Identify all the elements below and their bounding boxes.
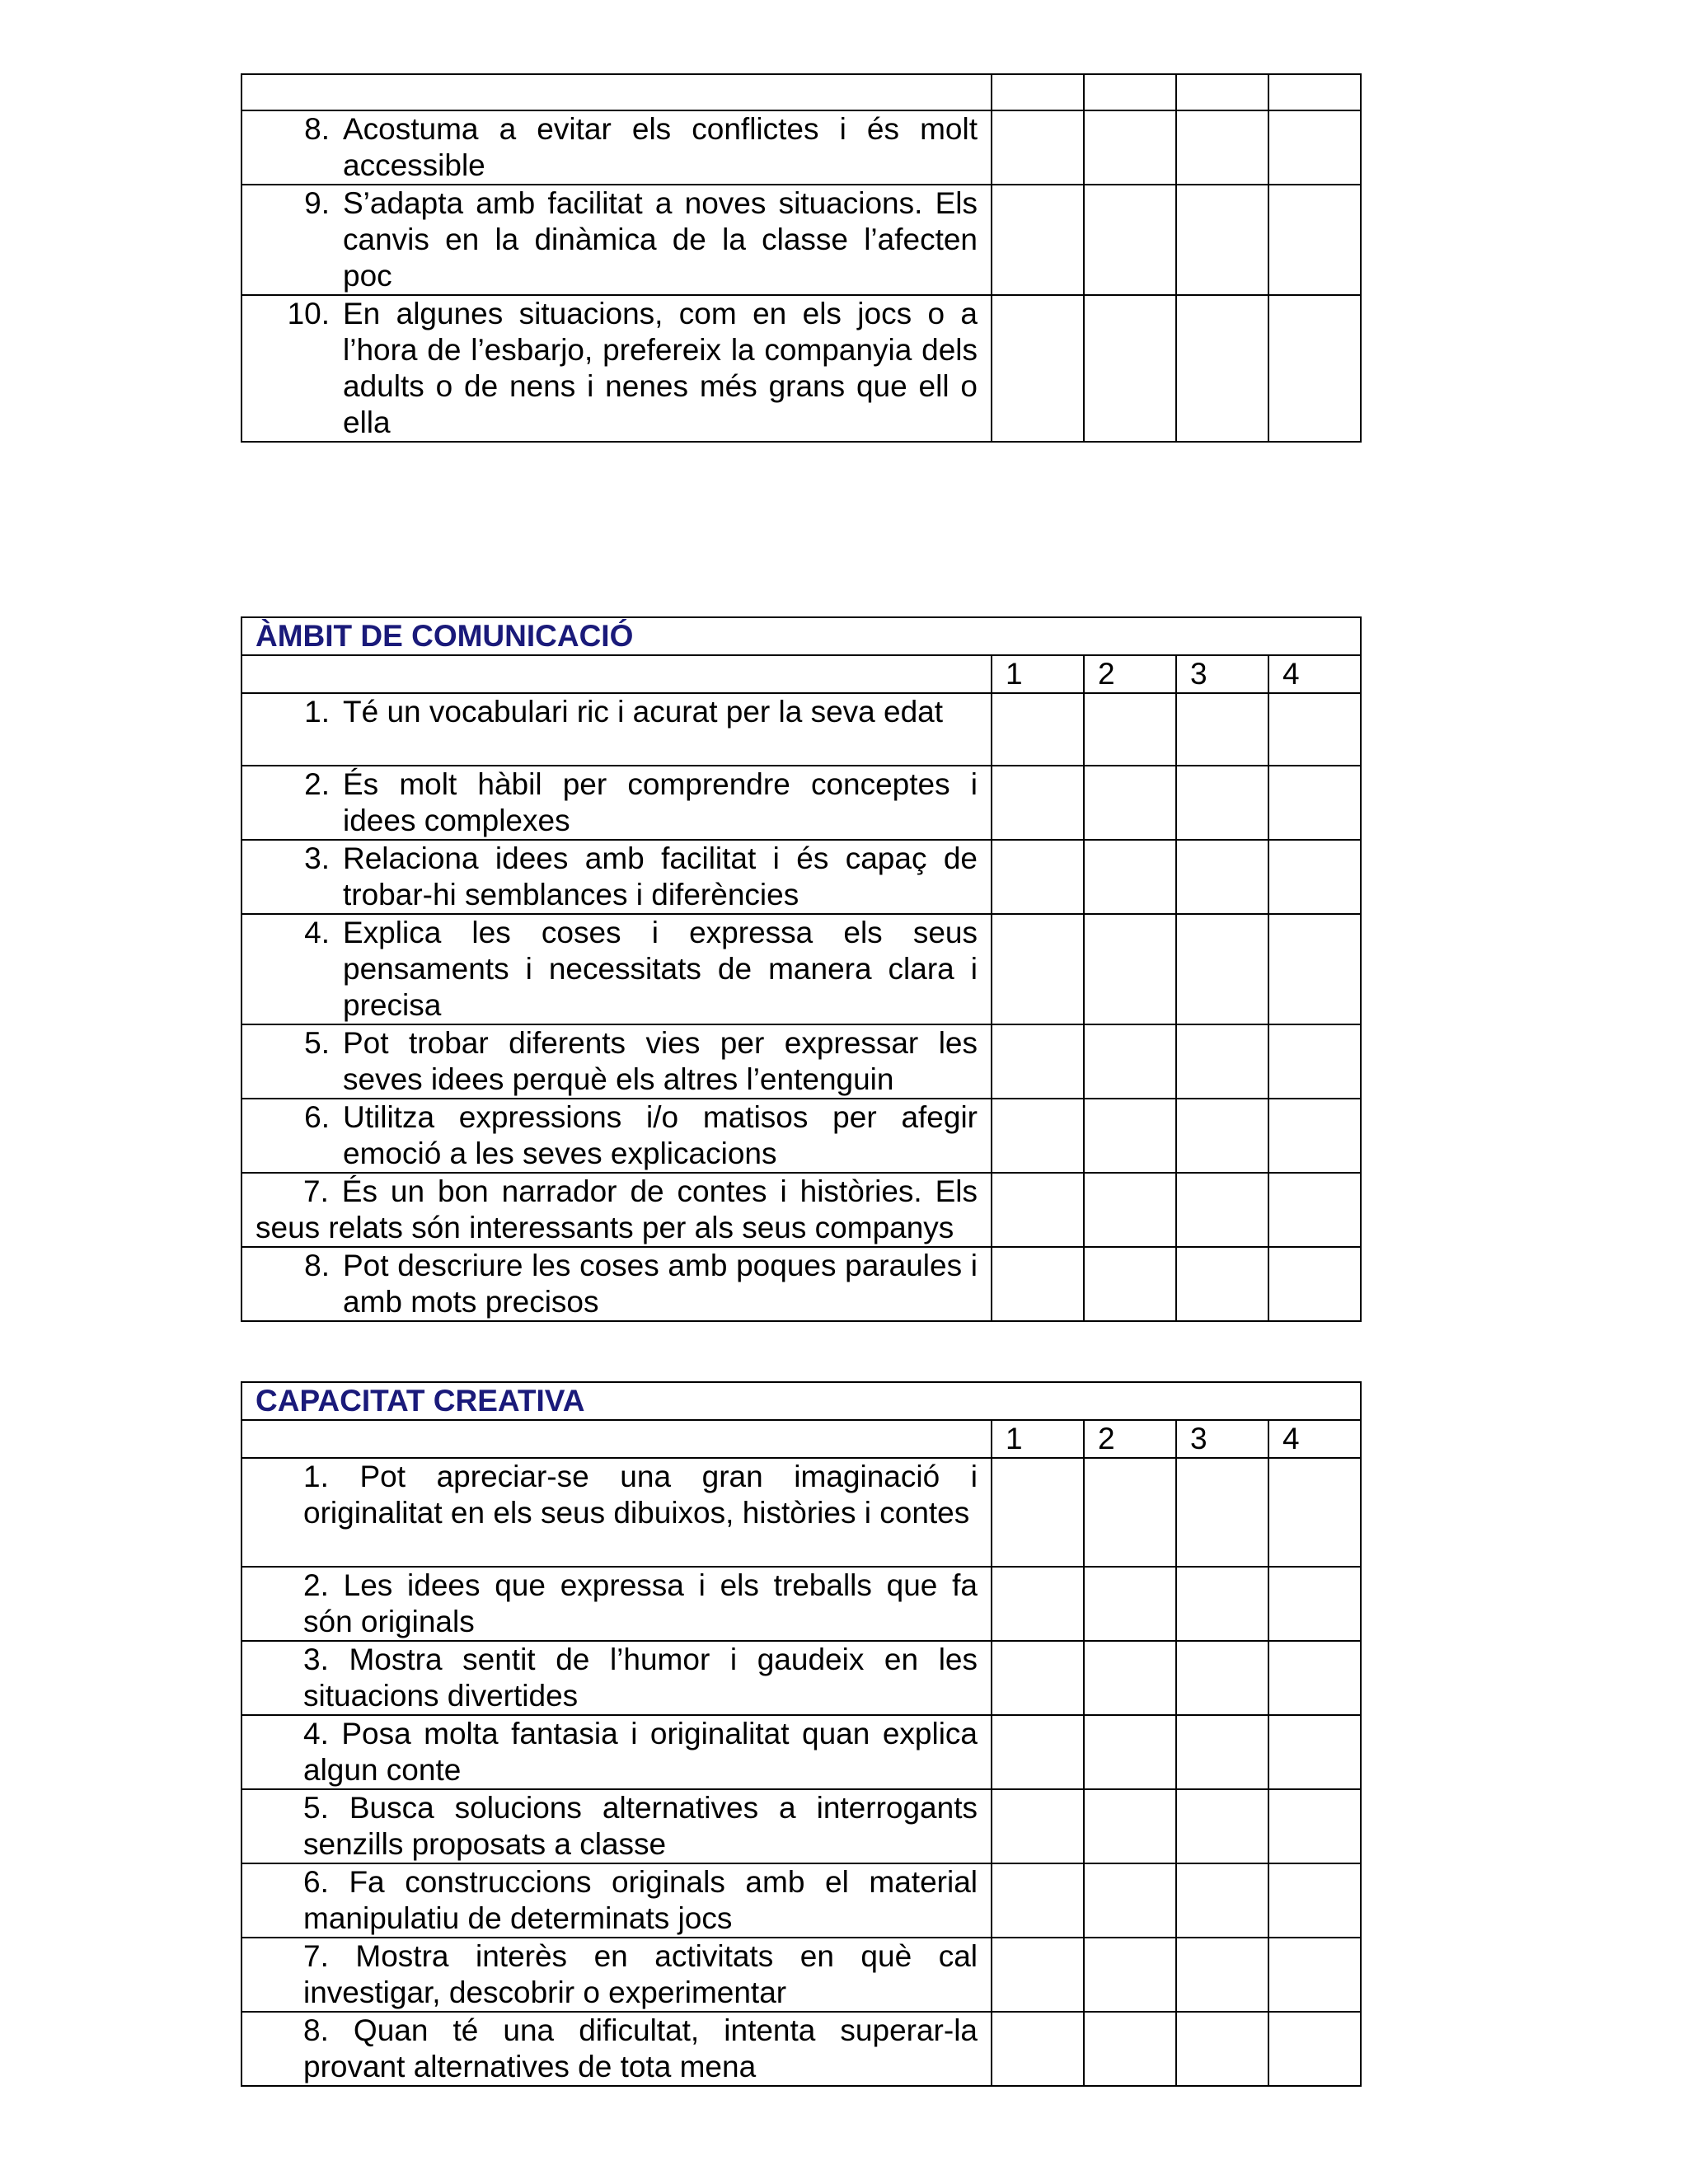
score-cell[interactable] bbox=[1176, 840, 1268, 914]
item-cell bbox=[241, 1099, 992, 1173]
score-cell[interactable] bbox=[1084, 1247, 1176, 1321]
table-row bbox=[241, 840, 1361, 914]
score-cell[interactable] bbox=[992, 1458, 1084, 1567]
score-cell[interactable] bbox=[1268, 1567, 1361, 1641]
table-row bbox=[241, 1173, 1361, 1247]
item-cell bbox=[241, 1715, 992, 1789]
item-number: 9. bbox=[304, 186, 330, 220]
item-number: 7. bbox=[303, 1174, 329, 1208]
scale-label: 1 bbox=[992, 1420, 1084, 1458]
score-cell[interactable] bbox=[1268, 1715, 1361, 1789]
scale-label: 2 bbox=[1084, 655, 1176, 693]
score-cell[interactable] bbox=[1084, 1024, 1176, 1099]
score-cell[interactable] bbox=[992, 1099, 1084, 1173]
header-cell bbox=[241, 655, 992, 693]
table-row bbox=[241, 1789, 1361, 1863]
score-cell[interactable] bbox=[1084, 1099, 1176, 1173]
score-cell[interactable] bbox=[1084, 110, 1176, 185]
score-cell[interactable] bbox=[1268, 1099, 1361, 1173]
item-text: 2. Les idees que expressa i els treballs que fa són originals bbox=[303, 1568, 978, 1638]
score-cell[interactable] bbox=[1176, 693, 1268, 766]
item-number: 3. bbox=[304, 841, 330, 875]
item-text: 3. Mostra sentit de l’humor i gaudeix en les situacions divertides bbox=[303, 1643, 978, 1713]
score-cell[interactable] bbox=[992, 1173, 1084, 1247]
score-cell[interactable] bbox=[1268, 1641, 1361, 1715]
item-text: S’adapta amb facilitat a noves situacions. Els canvis en la dinàmica de la classe l’afecten poc bbox=[343, 186, 978, 293]
score-cell[interactable] bbox=[1176, 1247, 1268, 1321]
table-row bbox=[241, 1567, 1361, 1641]
score-cell[interactable] bbox=[1268, 295, 1361, 442]
table-row bbox=[241, 693, 1361, 766]
item-number: 5. bbox=[304, 1026, 330, 1060]
table-row bbox=[241, 1024, 1361, 1099]
item-number: 8. bbox=[304, 112, 330, 146]
item-text: Té un vocabulari ric i acurat per la seva edat bbox=[343, 695, 944, 729]
score-cell[interactable] bbox=[1268, 110, 1361, 185]
table-row bbox=[241, 1715, 1361, 1789]
score-cell[interactable] bbox=[1268, 766, 1361, 840]
item-cell bbox=[241, 1247, 992, 1321]
score-cell[interactable] bbox=[1176, 1789, 1268, 1863]
score-cell[interactable] bbox=[1176, 1458, 1268, 1567]
item-cell bbox=[241, 2012, 992, 2086]
item-text: 8. Quan té una dificultat, intenta superar-la provant alternatives de tota mena bbox=[303, 2013, 978, 2083]
score-cell[interactable] bbox=[1176, 1938, 1268, 2012]
table-comunicacio bbox=[241, 616, 1362, 1322]
section-title: ÀMBIT DE COMUNICACIÓ bbox=[241, 617, 1361, 655]
score-cell[interactable] bbox=[992, 2012, 1084, 2086]
table-title-row bbox=[241, 617, 1361, 655]
score-cell[interactable] bbox=[992, 295, 1084, 442]
item-cell bbox=[241, 295, 992, 442]
score-cell[interactable] bbox=[1176, 295, 1268, 442]
item-text: 1. Pot apreciar-se una gran imaginació i originalitat en els seus dibuixos, històries i contes bbox=[303, 1460, 978, 1530]
score-cell[interactable] bbox=[1084, 914, 1176, 1024]
score-cell[interactable] bbox=[992, 1024, 1084, 1099]
score-cell[interactable] bbox=[1176, 1099, 1268, 1173]
score-cell[interactable] bbox=[992, 1863, 1084, 1938]
score-cell[interactable] bbox=[992, 1247, 1084, 1321]
table-row bbox=[241, 2012, 1361, 2086]
score-cell[interactable] bbox=[992, 766, 1084, 840]
item-cell bbox=[241, 110, 992, 185]
score-cell[interactable] bbox=[1268, 185, 1361, 295]
score-cell[interactable] bbox=[1176, 1863, 1268, 1938]
item-text: Relaciona idees amb facilitat i és capaç de trobar-hi semblances i diferències bbox=[343, 841, 978, 912]
section-title: CAPACITAT CREATIVA bbox=[241, 1382, 1361, 1420]
item-text: 5. Busca solucions alternatives a interrogants senzills proposats a classe bbox=[303, 1791, 978, 1861]
score-cell[interactable] bbox=[992, 1641, 1084, 1715]
table-title-row bbox=[241, 1382, 1361, 1420]
table-row bbox=[241, 766, 1361, 840]
item-text: Pot descriure les coses amb poques paraules i amb mots precisos bbox=[343, 1249, 978, 1319]
table-row bbox=[241, 185, 1361, 295]
table-continued bbox=[241, 73, 1362, 443]
item-text: 4. Posa molta fantasia i originalitat quan explica algun conte bbox=[303, 1717, 978, 1787]
score-cell[interactable] bbox=[1268, 914, 1361, 1024]
header-cell bbox=[241, 74, 992, 110]
item-cell bbox=[241, 1173, 992, 1247]
item-number: 6. bbox=[304, 1100, 330, 1134]
score-cell[interactable] bbox=[992, 1715, 1084, 1789]
item-cell bbox=[241, 1863, 992, 1938]
item-number: 4. bbox=[304, 916, 330, 949]
score-cell[interactable] bbox=[1176, 1173, 1268, 1247]
score-cell[interactable] bbox=[992, 1567, 1084, 1641]
table-row bbox=[241, 1458, 1361, 1567]
score-cell[interactable] bbox=[992, 840, 1084, 914]
item-text: 7. Mostra interès en activitats en què cal investigar, descobrir o experimentar bbox=[303, 1939, 978, 2009]
score-cell[interactable] bbox=[1268, 1938, 1361, 2012]
item-text: Acostuma a evitar els conflictes i és molt accessible bbox=[343, 112, 978, 182]
item-cell bbox=[241, 1024, 992, 1099]
score-cell[interactable] bbox=[1268, 1247, 1361, 1321]
score-cell[interactable] bbox=[992, 914, 1084, 1024]
score-cell[interactable] bbox=[992, 110, 1084, 185]
score-cell[interactable] bbox=[1268, 2012, 1361, 2086]
item-number: 2. bbox=[304, 767, 330, 801]
scale-label: 3 bbox=[1176, 655, 1268, 693]
item-cell bbox=[241, 766, 992, 840]
item-number: 8. bbox=[304, 1249, 330, 1282]
score-cell[interactable] bbox=[1268, 1863, 1361, 1938]
score-cell[interactable] bbox=[1084, 1458, 1176, 1567]
score-cell[interactable] bbox=[1084, 693, 1176, 766]
item-text: Explica les coses i expressa els seus pensaments i necessitats de manera clara i precisa bbox=[343, 916, 978, 1022]
item-text: És un bon narrador de contes i històries. Els seus relats són interessants per als seus companys bbox=[256, 1174, 978, 1244]
scale-header-row bbox=[241, 1420, 1361, 1458]
score-cell[interactable] bbox=[1176, 1715, 1268, 1789]
score-cell[interactable] bbox=[1268, 1173, 1361, 1247]
score-cell[interactable] bbox=[1176, 766, 1268, 840]
table-row bbox=[241, 110, 1361, 185]
score-cell[interactable] bbox=[1084, 1789, 1176, 1863]
score-cell[interactable] bbox=[1084, 1715, 1176, 1789]
score-cell bbox=[992, 74, 1084, 110]
item-text: Pot trobar diferents vies per expressar les seves idees perquè els altres l’entenguin bbox=[343, 1026, 978, 1096]
score-cell[interactable] bbox=[992, 693, 1084, 766]
score-cell[interactable] bbox=[1268, 1458, 1361, 1567]
score-cell[interactable] bbox=[992, 1789, 1084, 1863]
score-cell[interactable] bbox=[1084, 1938, 1176, 2012]
score-cell[interactable] bbox=[1176, 110, 1268, 185]
header-cell bbox=[241, 1420, 992, 1458]
score-cell[interactable] bbox=[992, 185, 1084, 295]
score-cell[interactable] bbox=[1084, 766, 1176, 840]
score-cell[interactable] bbox=[1176, 185, 1268, 295]
item-number: 10. bbox=[287, 297, 330, 330]
item-text: En algunes situacions, com en els jocs o a l’hora de l’esbarjo, prefereix la companyia dels adults o de nens i nenes més grans que ell o ella bbox=[343, 297, 978, 439]
item-cell bbox=[241, 185, 992, 295]
score-cell[interactable] bbox=[1084, 1641, 1176, 1715]
item-number: 1. bbox=[304, 695, 330, 729]
score-cell[interactable] bbox=[1176, 1567, 1268, 1641]
score-cell[interactable] bbox=[1176, 2012, 1268, 2086]
score-cell[interactable] bbox=[1084, 185, 1176, 295]
item-cell bbox=[241, 1641, 992, 1715]
table-creativa bbox=[241, 1381, 1362, 2087]
score-cell[interactable] bbox=[1176, 1641, 1268, 1715]
score-cell bbox=[1176, 74, 1268, 110]
scale-label: 3 bbox=[1176, 1420, 1268, 1458]
score-cell[interactable] bbox=[1268, 1024, 1361, 1099]
item-text: És molt hàbil per comprendre conceptes i idees complexes bbox=[343, 767, 978, 837]
score-cell[interactable] bbox=[992, 1938, 1084, 2012]
score-cell[interactable] bbox=[1084, 2012, 1176, 2086]
table-row bbox=[241, 1863, 1361, 1938]
table-row bbox=[241, 1247, 1361, 1321]
score-cell[interactable] bbox=[1084, 1863, 1176, 1938]
item-cell bbox=[241, 1458, 992, 1567]
score-cell[interactable] bbox=[1084, 295, 1176, 442]
table-row bbox=[241, 1099, 1361, 1173]
scale-label: 4 bbox=[1268, 655, 1361, 693]
scale-label: 2 bbox=[1084, 1420, 1176, 1458]
table-row bbox=[241, 74, 1361, 110]
scale-label: 1 bbox=[992, 655, 1084, 693]
item-cell bbox=[241, 1789, 992, 1863]
item-cell bbox=[241, 840, 992, 914]
item-text: 6. Fa construccions originals amb el material manipulatiu de determinats jocs bbox=[303, 1865, 978, 1935]
score-cell[interactable] bbox=[1268, 693, 1361, 766]
item-cell bbox=[241, 1938, 992, 2012]
item-cell bbox=[241, 914, 992, 1024]
score-cell bbox=[1084, 74, 1176, 110]
table-row bbox=[241, 1641, 1361, 1715]
scale-header-row bbox=[241, 655, 1361, 693]
item-text: Utilitza expressions i/o matisos per afegir emoció a les seves explicacions bbox=[343, 1100, 978, 1170]
score-cell bbox=[1268, 74, 1361, 110]
score-cell[interactable] bbox=[1176, 1024, 1268, 1099]
item-cell bbox=[241, 1567, 992, 1641]
table-row bbox=[241, 914, 1361, 1024]
score-cell[interactable] bbox=[1268, 840, 1361, 914]
table-row bbox=[241, 295, 1361, 442]
score-cell[interactable] bbox=[1084, 1173, 1176, 1247]
score-cell[interactable] bbox=[1084, 1567, 1176, 1641]
table-row bbox=[241, 1938, 1361, 2012]
score-cell[interactable] bbox=[1268, 1789, 1361, 1863]
score-cell[interactable] bbox=[1084, 840, 1176, 914]
scale-label: 4 bbox=[1268, 1420, 1361, 1458]
score-cell[interactable] bbox=[1176, 914, 1268, 1024]
item-cell bbox=[241, 693, 992, 766]
